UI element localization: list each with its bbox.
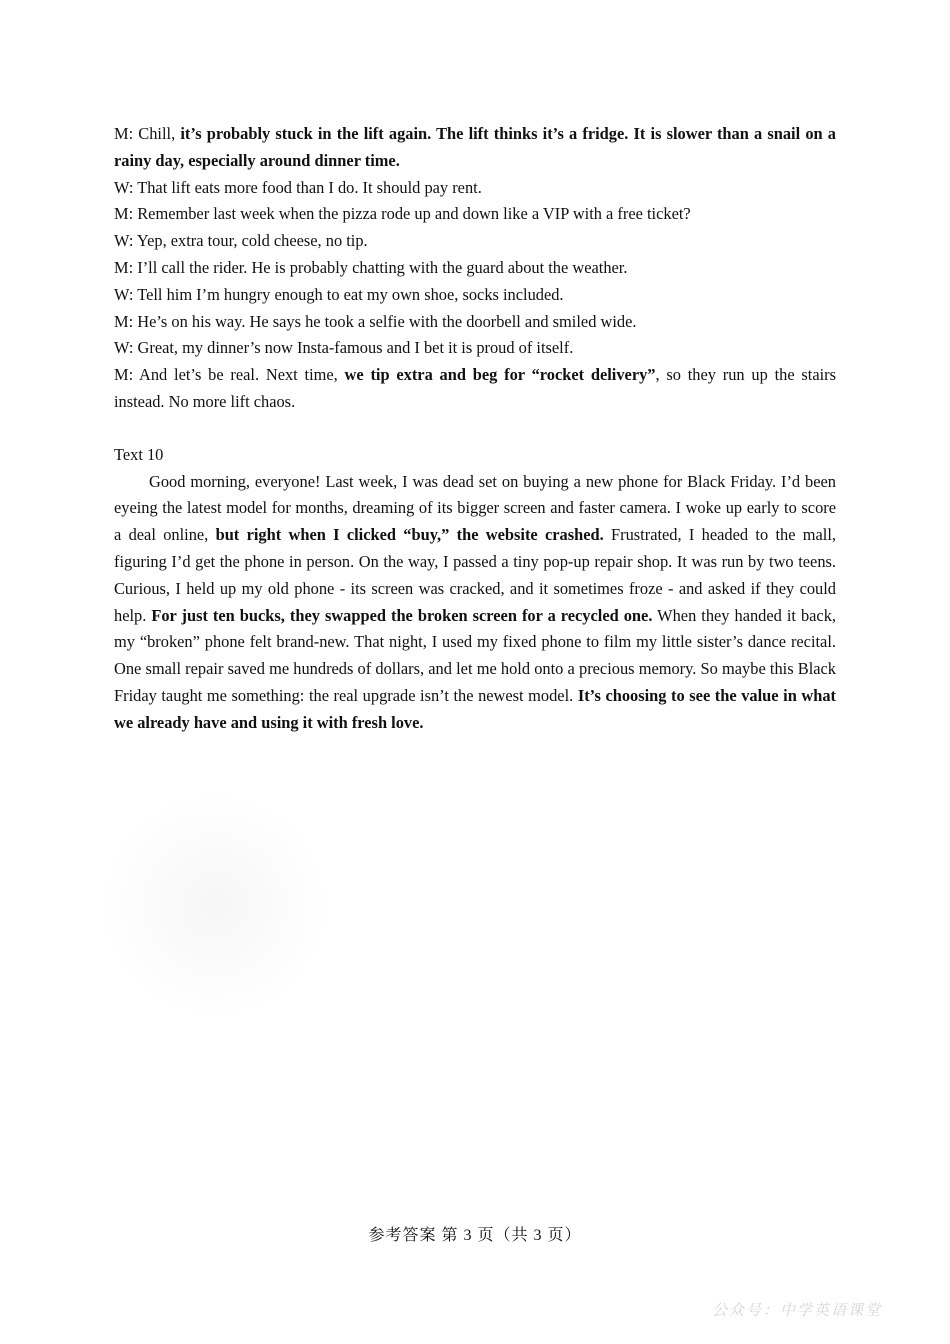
dialogue-line: W: Tell him I’m hungry enough to eat my own shoe, socks included. [114, 284, 564, 304]
passage-paragraph: Good morning, everyone! Last week, I was dead set on buying a new phone for Black Friday. I’d been eyeing the latest model for months, dreaming of its bigger screen and faster camera. I woke up early to score a deal online, but right when I clicked “buy,” the website crashed. Frustrated, I headed to the mall, figuring I’d get the phone in person. On the way, I passed a tiny pop-up repair shop. It was run by two teens. Curious, I held up my old phone - its screen was cracked, and it sometimes froze - and asked if they could help. For just ten bucks, they swapped the broken screen for a recycled one. When they handed it back, my “broken” phone felt brand-new. That night, I used my fixed phone to film my little sister’s dance recital. One small repair saved me hundreds of dollars, and let me hold onto a precious memory. So maybe this Black Friday taught me something: the real upgrade isn’t the newest model. It’s choosing to see the value in what we already have and using it with fresh love. [114, 471, 837, 732]
dialogue [114, 121, 836, 416]
dialogue-line: M: And let’s be real. Next time, we tip extra and beg for “rocket delivery”, so they run up the stairs instead. No more lift chaos. [114, 365, 836, 411]
page-footer: 参考答案 第 3 页（共 3 页） [368, 1227, 582, 1244]
page-content [114, 121, 836, 737]
dialogue-line: M: Chill, it’s probably stuck in the lift again. The lift thinks it’s a fridge. It is slower than a snail on a rainy day, especially around dinner time. [114, 124, 836, 170]
dialogue-line: M: He’s on his way. He says he took a selfie with the doorbell and smiled wide. [114, 311, 637, 331]
dialogue-line: W: Yep, extra tour, cold cheese, no tip. [114, 231, 368, 251]
watermark: 公众号：中学英语课堂 [711, 1301, 882, 1319]
section-title: Text 10 [114, 444, 164, 464]
dialogue-line: W: That lift eats more food than I do. It should pay rent. [114, 177, 482, 197]
dialogue-line: M: Remember last week when the pizza rode up and down like a VIP with a free ticket? [114, 204, 691, 224]
dialogue-line: M: I’ll call the rider. He is probably chatting with the guard about the weather. [114, 257, 628, 277]
dialogue-line: W: Great, my dinner’s now Insta-famous and I bet it is proud of itself. [114, 338, 574, 358]
scan-smudge [100, 790, 330, 1020]
